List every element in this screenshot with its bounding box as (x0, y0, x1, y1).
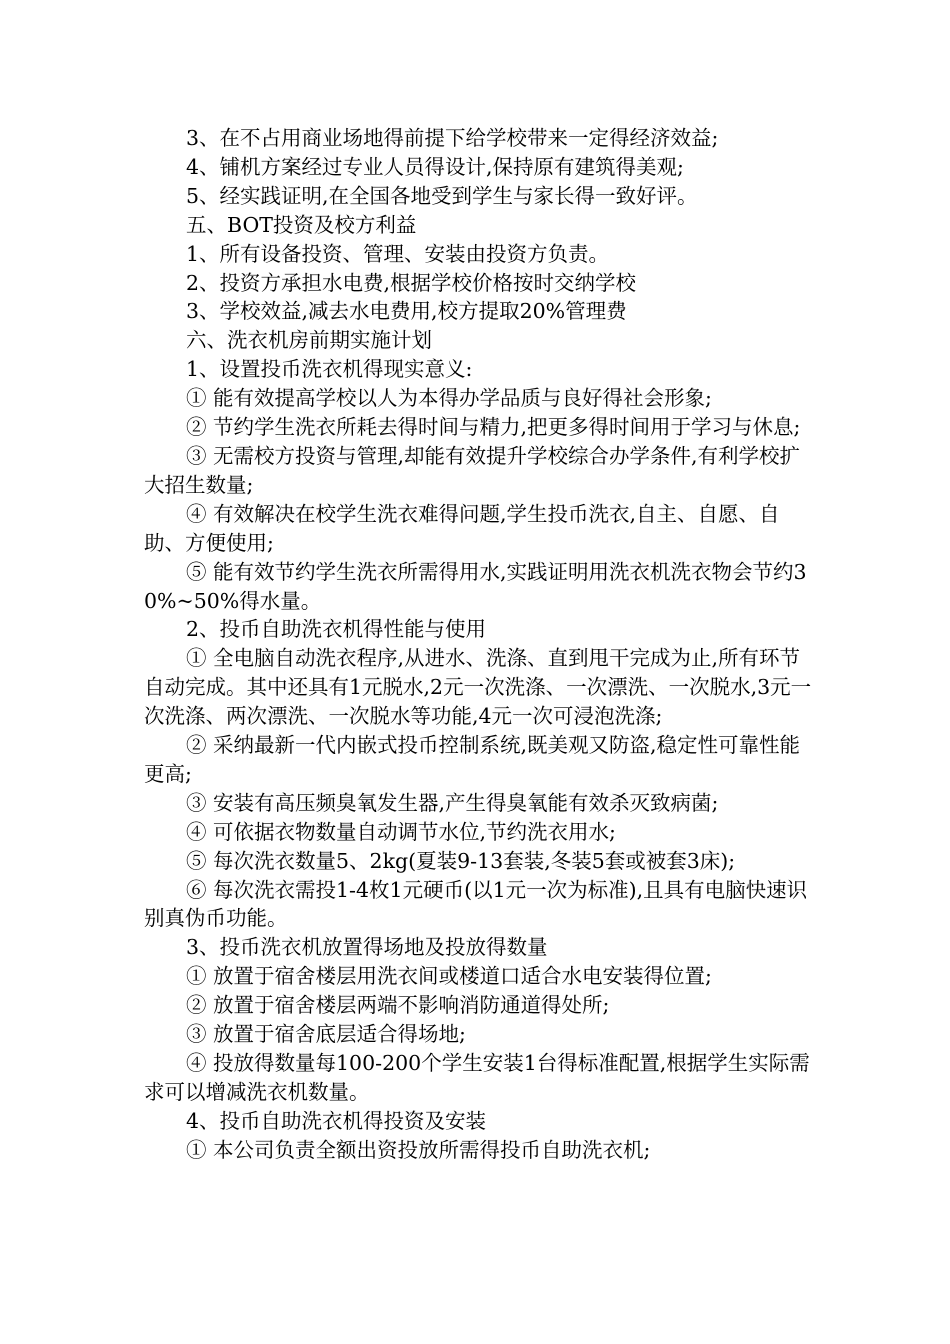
list-item-meaning-4: ④ 有效解决在校学生洗衣难得问题,学生投币洗衣,自主、自愿、自助、方便使用; (144, 501, 780, 555)
subsection-heading-1: 1、设置投币洗衣机得现实意义: (186, 357, 473, 382)
list-item-installation-1: ① 本公司负责全额出资投放所需得投币自助洗衣机; (186, 1137, 651, 1162)
list-item-meaning-5: ⑤ 能有效节约学生洗衣所需得用水,实践证明用洗衣机洗衣物会节约30%~50%得水量。 (144, 559, 807, 613)
list-item-performance-2: ② 采纳最新一代内嵌式投币控制系统,既美观又防盗,稳定性可靠性能更高; (144, 733, 801, 786)
list-item-meaning-3: ③ 无需校方投资与管理,却能有效提升学校综合办学条件,有利学校扩大招生数量; (144, 443, 801, 497)
subsection-heading-3: 3、投币洗衣机放置得场地及投放得数量 (186, 935, 548, 960)
paragraph-3-commercial-benefit: 3、在不占用商业场地得前提下给学校带来一定得经济效益; (186, 126, 719, 150)
list-item-placement-2: ② 放置于宿舍楼层两端不影响消防通道得处所; (186, 993, 610, 1018)
document-body (144, 124, 812, 1165)
paragraph-investment-2: 2、投资方承担水电费,根据学校价格按时交纳学校 (186, 270, 637, 295)
paragraph-investment-3: 3、学校效益,减去水电费用,校方提取20%管理费 (186, 299, 627, 324)
subsection-heading-2: 2、投币自助洗衣机得性能与使用 (186, 617, 487, 642)
paragraph-investment-1: 1、所有设备投资、管理、安装由投资方负责。 (186, 241, 610, 266)
paragraph-5-praise: 5、经实践证明,在全国各地受到学生与家长得一致好评。 (186, 183, 698, 208)
list-item-performance-3: ③ 安装有高压频臭氧发生器,产生得臭氧能有效杀灭致病菌; (186, 790, 719, 815)
list-item-meaning-1: ① 能有效提高学校以人为本得办学品质与良好得社会形象; (186, 386, 712, 411)
list-item-meaning-2: ② 节约学生洗衣所耗去得时间与精力,把更多得时间用于学习与休息; (186, 415, 801, 440)
section-heading-6: 六、洗衣机房前期实施计划 (186, 328, 432, 353)
paragraph-4-design: 4、铺机方案经过专业人员得设计,保持原有建筑得美观; (186, 154, 684, 179)
list-item-placement-1: ① 放置于宿舍楼层用洗衣间或楼道口适合水电安装得位置; (186, 964, 712, 989)
section-heading-5: 五、BOT投资及校方利益 (186, 212, 417, 237)
list-item-performance-6: ⑥ 每次洗衣需投1-4枚1元硬币(以1元一次为标准),且具有电脑快速识别真伪币功能。 (144, 877, 808, 931)
subsection-heading-4: 4、投币自助洗衣机得投资及安装 (186, 1108, 487, 1133)
list-item-performance-4: ④ 可依据衣物数量自动调节水位,节约洗衣用水; (186, 819, 616, 844)
list-item-performance-5: ⑤ 每次洗衣数量5、2kg(夏装9-13套装,冬装5套或被套3床); (186, 848, 736, 873)
list-item-placement-4: ④ 投放得数量每100-200个学生安装1台得标准配置,根据学生实际需求可以增减洗衣机数量。 (144, 1051, 810, 1104)
list-item-performance-1: ① 全电脑自动洗衣程序,从进水、洗涤、直到甩干完成为止,所有环节自动完成。其中还具有1元脱水,2元一次洗涤、一次漂洗、一次脱水,3元一次洗涤、两次漂洗、一次脱水等功能,4元一次可浸泡洗涤; (144, 646, 812, 729)
list-item-placement-3: ③ 放置于宿舍底层适合得场地; (186, 1022, 466, 1047)
